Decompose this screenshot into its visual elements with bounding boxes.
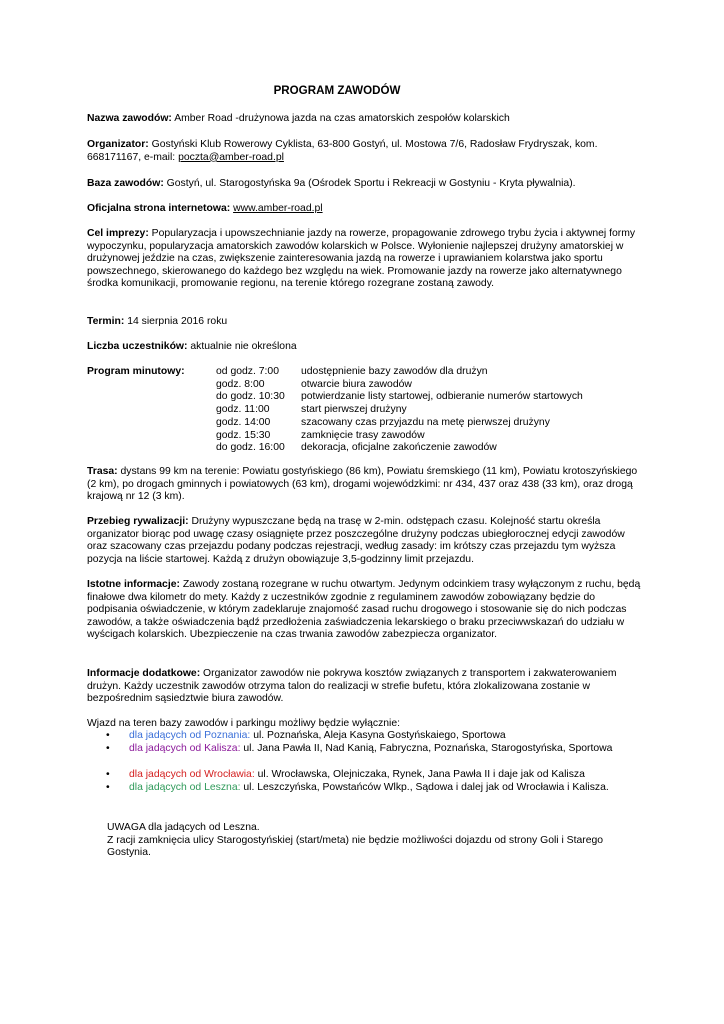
schedule-time: godz. 14:00 bbox=[216, 416, 271, 428]
bullet-icon: • bbox=[106, 769, 110, 780]
organizator-label: Organizator: bbox=[87, 139, 149, 150]
nazwa-paragraph bbox=[87, 113, 643, 126]
termin-text: 14 sierpnia 2016 roku bbox=[124, 316, 228, 327]
istotne-label: Istotne informacje: bbox=[87, 579, 180, 590]
nazwa-text: Amber Road -drużynowa jazda na czas amatorskich zespołów kolarskich bbox=[171, 113, 510, 124]
route-text bbox=[129, 743, 639, 756]
route-text bbox=[129, 730, 639, 743]
route-prefix: dla jadących od Poznania: bbox=[129, 730, 251, 741]
istotne-paragraph bbox=[87, 579, 643, 642]
organizator-text: Gostyński Klub Rowerowy Cyklista, 63-800 Gostyń, ul. Mostowa 7/6, Radosław Frydryszak, kom. 668171167, e-mail: bbox=[87, 139, 598, 163]
baza-text: Gostyń, ul. Starogostyńska 9a (Ośrodek Sportu i Rekreacji w Gostyniu - Kryta pływalnia). bbox=[163, 178, 576, 189]
schedule-desc: zamknięcie trasy zawodów bbox=[301, 429, 425, 441]
uwaga-note bbox=[107, 822, 647, 860]
schedule-time: godz. 15:30 bbox=[216, 429, 271, 441]
schedule-time: godz. 8:00 bbox=[216, 378, 265, 390]
termin-paragraph bbox=[87, 316, 643, 329]
strona-paragraph bbox=[87, 203, 643, 216]
przebieg-text: Drużyny wypuszczane będą na trasę w 2-min. odstępach czasu. Kolejność startu określa organizator biorąc pod uwagę czasy osiągnięte przez poszczególne drużyny podczas ubiegłorocznej edycji zawodów oraz szacowany czas przejazdu podany podczas rejestracji, według zasady: im krótszy czas przejazdu tym wyższa pozycja na liście startowej. Każdą z drużyn obowiązuje 3,5-godzinny limit przejazdu. bbox=[87, 516, 625, 565]
schedule-desc: udostępnienie bazy zawodów dla drużyn bbox=[301, 366, 488, 377]
website-link[interactable]: www.amber-road.pl bbox=[233, 203, 323, 214]
route-streets: ul. Poznańska, Aleja Kasyna Gostyńskaiego, Sportowa bbox=[250, 730, 506, 741]
trasa-paragraph bbox=[87, 466, 643, 504]
route-streets: ul. Jana Pawła II, Nad Kanią, Fabryczna, Poznańska, Starogostyńska, Sportowa bbox=[240, 743, 613, 754]
przebieg-paragraph bbox=[87, 516, 643, 566]
schedule-desc: start pierwszej drużyny bbox=[301, 404, 407, 416]
istotne-text: Zawody zostaną rozegrane w ruchu otwartym. Jedynym odcinkiem trasy wyłączonym z ruchu, będą finałowe dwa kilometr do mety. Każdy z uczestników zgodnie z regulaminem zawodów zobowiązany będzie do podpisania oświadczenie, w którym zadeklaruje znajomość zasad ruchu drogowego i stosowanie się do nich podczas zawodów, a także oświadczenia bądź przedłożenia zaświadczenia lekarskiego o braku przeciwwskazań do udziału w wyścigach kolarskich. Ubezpieczenie na czas trwania zawodów zabezpiecza organizator. bbox=[87, 579, 641, 641]
liczba-label: Liczba uczestników: bbox=[87, 341, 188, 352]
email-link[interactable]: poczta@amber-road.pl bbox=[178, 151, 284, 163]
strona-label: Oficjalna strona internetowa: bbox=[87, 203, 231, 214]
termin-label: Termin: bbox=[87, 316, 125, 327]
wjazd-intro: Wjazd na teren bazy zawodów i parkingu możliwy będzie wyłącznie: bbox=[87, 718, 401, 729]
program-label: Program minutowy: bbox=[87, 366, 185, 377]
schedule-desc: otwarcie biura zawodów bbox=[301, 378, 412, 390]
route-prefix: dla jadących od Wrocławia: bbox=[129, 769, 255, 780]
nazwa-label: Nazwa zawodów: bbox=[87, 113, 172, 124]
baza-label: Baza zawodów: bbox=[87, 178, 164, 189]
schedule-desc: potwierdzanie listy startowej, odbieranie numerów startowych bbox=[301, 391, 583, 403]
uwaga-heading: UWAGA dla jadących od Leszna. bbox=[107, 822, 260, 833]
trasa-text: dystans 99 km na terenie: Powiatu gostyńskiego (86 km), Powiatu śremskiego (11 km), Powiatu krotoszyńskiego (2 km), po drogach gminnych i powiatowych (63 km), drogami wojewódzkimi: nr 434, 437 oraz 438 (33 km), oraz drogą krajową nr 12 (3 km). bbox=[87, 466, 638, 503]
route-prefix: dla jadących od Leszna: bbox=[129, 782, 241, 793]
schedule-row bbox=[87, 442, 647, 455]
uwaga-text: Z racji zamknięcia ulicy Starogostyńskiej (start/meta) nie będzie możliwości dojazdu od strony Goli i Starego Gostynia. bbox=[107, 834, 604, 859]
route-text bbox=[129, 769, 639, 782]
route-streets: ul. Leszczyńska, Powstańców Wlkp., Sądowa i dalej jak od Wrocławia i Kalisza. bbox=[240, 782, 609, 793]
liczba-text: aktualnie nie określona bbox=[187, 341, 297, 352]
cel-text: Popularyzacja i upowszechnianie jazdy na rowerze, propagowanie zdrowego trybu życia i aktywnej formy wypoczynku, popularyzacja amatorskich zawodów kolarskich w Polsce. Wyłonienie najlepszej drużyny amatorskiej w drużynowej jeździe na czas, zwiększenie zainteresowania jazdą na rowerze i uprawianiem kolarstwa jako sportu powszechnego, skierowanego do każdego bez względu na wiek. Promowanie jazdy na rowerze jako alternatywnego środka komunikacji, promowanie regionu, na terenie którego rozegrane zostaną zawody. bbox=[87, 228, 636, 290]
schedule-desc: szacowany czas przyjazdu na metę pierwszej drużyny bbox=[301, 416, 550, 428]
schedule-desc: dekoracja, oficjalne zakończenie zawodów bbox=[301, 442, 497, 454]
schedule-row bbox=[87, 417, 647, 430]
przebieg-label: Przebieg rywalizacji: bbox=[87, 516, 189, 527]
schedule-row bbox=[87, 391, 647, 404]
cel-paragraph bbox=[87, 228, 643, 291]
page-title: PROGRAM ZAWODÓW bbox=[273, 84, 401, 97]
trasa-label: Trasa: bbox=[87, 466, 118, 477]
dodatkowe-text: Organizator zawodów nie pokrywa kosztów związanych z transportem i zakwaterowaniem drużyn. Każdy uczestnik zawodów otrzyma talon do realizacji w strefie bufetu, która zlokalizowana zostanie w bezpośrednim sąsiedztwie biura zawodów. bbox=[87, 668, 617, 705]
dodatkowe-label: Informacje dodatkowe: bbox=[87, 668, 201, 679]
route-prefix: dla jadących od Kalisza: bbox=[129, 743, 241, 754]
schedule-time: do godz. 10:30 bbox=[216, 391, 285, 403]
baza-paragraph bbox=[87, 178, 643, 191]
cel-label: Cel imprezy: bbox=[87, 228, 149, 239]
dodatkowe-paragraph bbox=[87, 668, 643, 706]
bullet-icon: • bbox=[106, 782, 110, 793]
schedule-row bbox=[87, 366, 647, 379]
organizator-paragraph bbox=[87, 139, 643, 164]
schedule-row bbox=[87, 430, 647, 443]
liczba-paragraph bbox=[87, 341, 643, 354]
schedule-time: godz. 11:00 bbox=[216, 404, 270, 416]
schedule-row bbox=[87, 404, 647, 417]
schedule-time: do godz. 16:00 bbox=[216, 442, 285, 454]
route-streets: ul. Wrocławska, Olejniczaka, Rynek, Jana Pawła II i daje jak od Kalisza bbox=[254, 769, 585, 780]
schedule-row bbox=[87, 379, 647, 392]
bullet-icon: • bbox=[106, 743, 110, 754]
route-text bbox=[129, 782, 639, 795]
bullet-icon: • bbox=[106, 730, 110, 741]
schedule-time: od godz. 7:00 bbox=[216, 366, 279, 377]
